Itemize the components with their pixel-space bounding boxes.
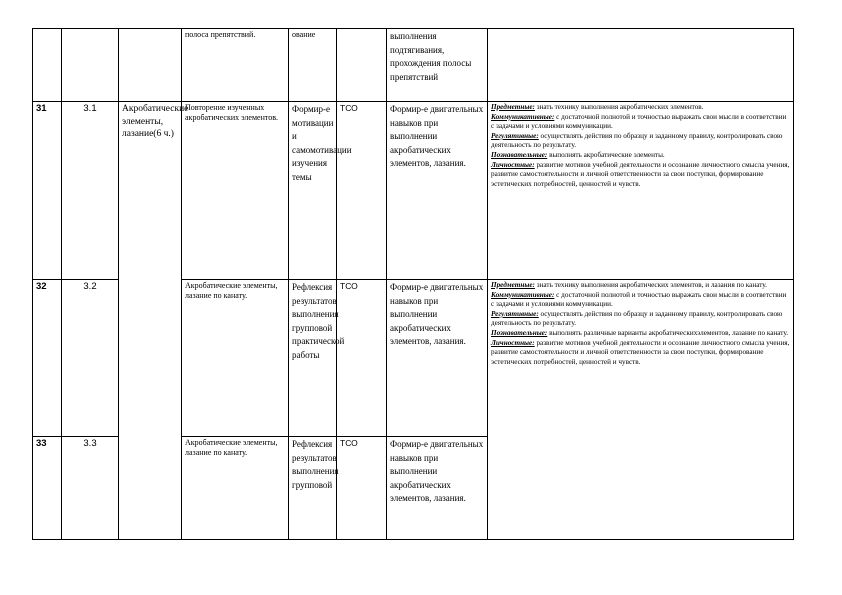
lesson-number-cell: 32 xyxy=(33,280,62,437)
uud-label: Предметные: xyxy=(491,281,535,289)
topic-cell: Акробатические элементы, лазание по канату. xyxy=(182,437,289,540)
uud-cell xyxy=(488,29,794,102)
lesson-type-cell: Формир-е мотивации и самомотивации изучения темы xyxy=(289,102,337,280)
activity-cell: выполнения подтягивания, прохождения полосы препятствий xyxy=(387,29,488,102)
table-row xyxy=(33,102,794,280)
uud-line xyxy=(491,281,790,291)
uud-text: выполнять акробатические элементы. xyxy=(547,150,665,159)
tso-cell: ТСО xyxy=(337,102,387,280)
uud-line xyxy=(491,339,790,368)
sub-number-cell: 3.2 xyxy=(62,280,119,437)
lesson-type-cell: ование xyxy=(289,29,337,102)
uud-text: развитие мотивов учебной деятельности и осознание личностного смысла учения, развитие самостоятельности и личной ответственности за свои поступки, формирование эстетических потребностей, ценностей и чувств. xyxy=(491,160,790,188)
uud-text: с достаточной полнотой и точностью выражать свои мысли в соответствии с задачами и условиями коммуникации. xyxy=(491,112,787,131)
sub-number-cell: 3.3 xyxy=(62,437,119,540)
uud-line xyxy=(491,329,790,339)
uud-text: с достаточной полнотой и точностью выражать свои мысли в соответствии с задачами и условиями коммуникации. xyxy=(491,290,787,309)
uud-text: осуществлять действия по образцу и заданному правилу, контролировать свою деятельность по результату. xyxy=(491,131,783,150)
lesson-number-cell: 33 xyxy=(33,437,62,540)
tso-cell: ТСО xyxy=(337,280,387,437)
lesson-plan-table xyxy=(32,28,794,540)
uud-text: знать технику выполнения акробатических элементов, и лазания по канату. xyxy=(534,281,767,289)
uud-text: осуществлять действия по образцу и заданному правилу, контролировать свою деятельность по результату. xyxy=(491,309,783,328)
topic-cell: Акробатические элементы, лазание по канату. xyxy=(182,280,289,437)
activity-cell: Формир-е двигательных навыков при выполнении акробатических элементов, лазания. xyxy=(387,102,488,280)
activity-cell: Формир-е двигательных навыков при выполнении акробатических элементов, лазания. xyxy=(387,437,488,540)
uud-line xyxy=(491,132,790,151)
uud-line xyxy=(491,151,790,161)
sub-number-cell xyxy=(62,29,119,102)
uud-label: Личностные: xyxy=(491,160,535,169)
section-cell xyxy=(119,29,182,102)
sub-number-cell: 3.1 xyxy=(62,102,119,280)
uud-cell xyxy=(488,102,794,280)
uud-line xyxy=(491,310,790,329)
uud-text: знать технику выполнения акробатических элементов. xyxy=(534,103,704,111)
uud-label: Коммуникативные: xyxy=(491,112,555,121)
uud-text: развитие мотивов учебной деятельности и осознание личностного смысла учения, развитие самостоятельности и личной ответственности за свои поступки, формирование эстетических потребностей, ценностей и чувств. xyxy=(491,338,790,366)
uud-label: Личностные: xyxy=(491,338,535,347)
uud-label: Познавательные: xyxy=(491,150,548,159)
topic-cell: Повторение изученных акробатических элементов. xyxy=(182,102,289,280)
uud-line xyxy=(491,103,790,113)
topic-cell: полоса препятствий. xyxy=(182,29,289,102)
uud-cell xyxy=(488,280,794,540)
activity-cell: Формир-е двигательных навыков при выполнении акробатических элементов, лазания. xyxy=(387,280,488,437)
uud-label: Коммуникативные: xyxy=(491,290,555,299)
uud-line xyxy=(491,113,790,132)
table-row xyxy=(33,29,794,102)
section-cell: Акробатические элементы, лазание(6 ч.) xyxy=(119,102,182,540)
lesson-number-cell: 31 xyxy=(33,102,62,280)
lesson-type-cell: Рефлексия результатов выполнения групповой практической работы xyxy=(289,280,337,437)
uud-line xyxy=(491,161,790,190)
tso-cell xyxy=(337,29,387,102)
uud-label: Регулятивные: xyxy=(491,309,539,318)
lesson-number-cell xyxy=(33,29,62,102)
uud-line xyxy=(491,291,790,310)
uud-label: Познавательные: xyxy=(491,328,548,337)
lesson-type-cell: Рефлексия результатов выполнения групповой xyxy=(289,437,337,540)
tso-cell: ТСО xyxy=(337,437,387,540)
uud-label: Регулятивные: xyxy=(491,131,539,140)
uud-text: выполнять различные варианты акробатическихэлементов, лазание по канату. xyxy=(547,328,789,337)
uud-label: Предметные: xyxy=(491,103,535,111)
